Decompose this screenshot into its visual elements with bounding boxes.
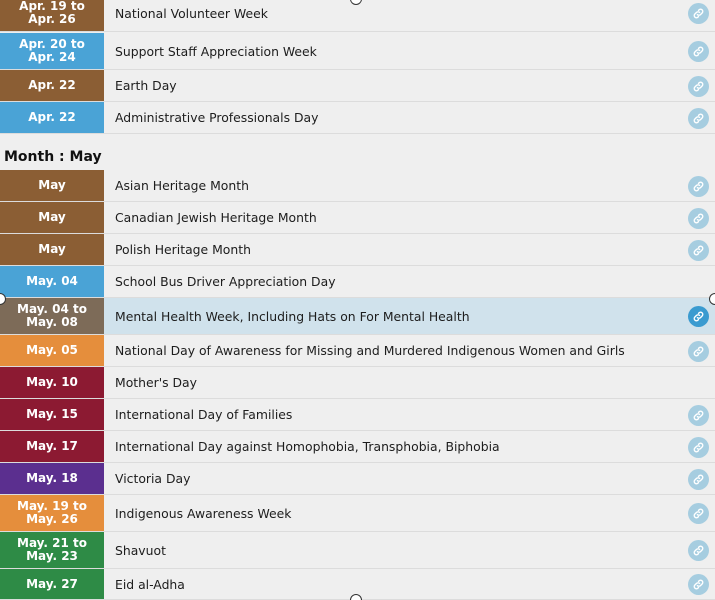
event-row[interactable] (0, 170, 715, 202)
event-date-badge: May (0, 234, 104, 265)
link-icon[interactable] (688, 540, 709, 561)
event-date-badge: May (0, 202, 104, 233)
link-icon[interactable] (688, 574, 709, 595)
event-row[interactable] (0, 495, 715, 532)
link-icon[interactable] (688, 108, 709, 129)
event-row[interactable] (0, 298, 715, 335)
event-title: National Volunteer Week (115, 5, 268, 21)
event-date-badge: May. 10 (0, 367, 104, 398)
event-date-badge: May. 05 (0, 335, 104, 366)
event-date-badge: May. 04 to May. 08 (0, 298, 104, 334)
event-date-badge: May. 17 (0, 431, 104, 462)
event-date-badge: Apr. 19 to Apr. 26 (0, 0, 104, 31)
event-date-badge: May. 04 (0, 266, 104, 297)
event-title: Administrative Professionals Day (115, 110, 319, 125)
event-title: Mother's Day (115, 375, 197, 390)
link-icon[interactable] (688, 41, 709, 62)
link-icon[interactable] (688, 469, 709, 490)
event-title: Indigenous Awareness Week (115, 505, 292, 521)
event-date-badge: Apr. 22 (0, 102, 104, 133)
link-icon[interactable] (688, 341, 709, 362)
event-date-badge: Apr. 20 to Apr. 24 (0, 33, 104, 69)
event-row[interactable] (0, 399, 715, 431)
event-row[interactable] (0, 102, 715, 134)
event-row[interactable] (0, 202, 715, 234)
event-row[interactable] (0, 335, 715, 367)
link-icon[interactable] (688, 208, 709, 229)
link-icon[interactable] (688, 306, 709, 327)
event-row[interactable] (0, 431, 715, 463)
event-date-badge: Apr. 22 (0, 70, 104, 101)
event-row[interactable] (0, 70, 715, 102)
event-date-badge: May (0, 170, 104, 201)
link-icon[interactable] (688, 405, 709, 426)
event-title: Mental Health Week, Including Hats on For Mental Health (115, 308, 470, 324)
event-date-badge: May. 15 (0, 399, 104, 430)
event-date-badge: May. 21 to May. 23 (0, 532, 104, 568)
resize-handle-right[interactable] (709, 293, 715, 305)
event-title: Earth Day (115, 78, 177, 93)
event-title: National Day of Awareness for Missing and Murdered Indigenous Women and Girls (115, 343, 625, 358)
event-row[interactable] (0, 532, 715, 569)
event-date-badge: May. 18 (0, 463, 104, 494)
event-title: School Bus Driver Appreciation Day (115, 274, 336, 289)
event-row[interactable] (0, 234, 715, 266)
link-icon[interactable] (688, 176, 709, 197)
event-title: Eid al-Adha (115, 576, 185, 592)
event-title: International Day of Families (115, 407, 293, 422)
event-row[interactable] (0, 367, 715, 399)
resize-handle-bottom[interactable] (350, 594, 362, 600)
event-row[interactable] (0, 33, 715, 70)
event-title: Support Staff Appreciation Week (115, 43, 317, 59)
link-icon[interactable] (688, 76, 709, 97)
event-title: Asian Heritage Month (115, 178, 249, 193)
event-title: Shavuot (115, 542, 166, 558)
link-icon[interactable] (688, 503, 709, 524)
month-heading: Month : May (4, 149, 102, 165)
link-icon[interactable] (688, 3, 709, 24)
event-date-badge: May. 27 (0, 569, 104, 599)
link-icon[interactable] (688, 437, 709, 458)
event-title: Victoria Day (115, 471, 191, 486)
event-date-badge: May. 19 to May. 26 (0, 495, 104, 531)
event-title: International Day against Homophobia, Transphobia, Biphobia (115, 439, 500, 454)
link-icon[interactable] (688, 240, 709, 261)
event-title: Polish Heritage Month (115, 242, 251, 257)
event-row[interactable] (0, 463, 715, 495)
event-row[interactable] (0, 266, 715, 298)
event-title: Canadian Jewish Heritage Month (115, 210, 317, 225)
